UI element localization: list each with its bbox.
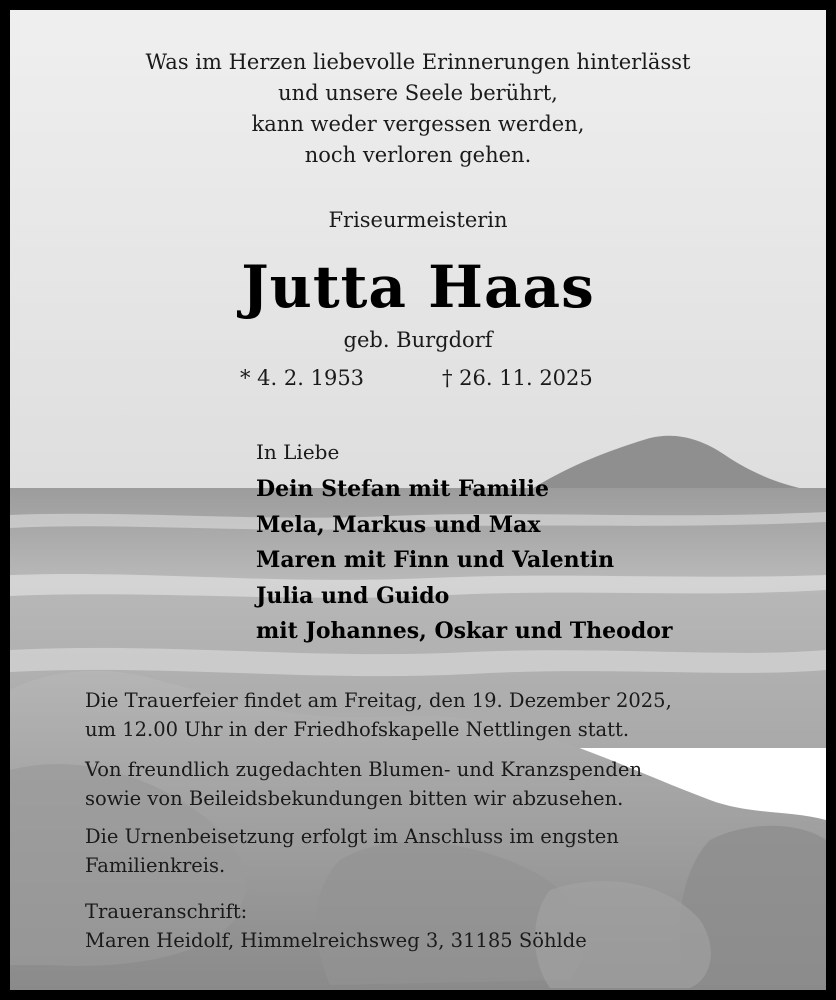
death-date: † 26. 11. 2025 [442,366,593,390]
funeral-notice [85,687,672,744]
birth-name: geb. Burgdorf [343,328,493,352]
memorial-verse [10,47,826,171]
funeral-line: um 12.00 Uhr in der Friedhofskapelle Nettlingen statt. [85,717,630,741]
family-member: Dein Stefan mit Familie [256,476,549,502]
flowers-line: Von freundlich zugedachten Blumen- und Kranzspenden [85,758,643,781]
verse-line: kann weder vergessen werden, [251,112,585,136]
flowers-notice [85,756,642,813]
in-love-label: In Liebe [256,440,340,464]
verse-line: Was im Herzen liebevolle Erinnerungen hinterlässt [145,50,691,74]
deceased-name: Jutta Haas [241,253,595,321]
address-text: Maren Heidolf, Himmelreichsweg 3, 31185 Söhlde [85,928,587,952]
family-list [256,472,673,650]
family-member: Mela, Markus und Max [256,511,541,538]
urn-line: Familienkreis. [85,853,226,877]
verse-line: noch verloren gehen. [304,143,532,167]
family-member: mit Johannes, Oskar und Theodor [256,618,673,644]
birth-date: * 4. 2. 1953 [240,366,365,390]
family-member: Julia und Guido [256,582,450,609]
address-label: Traueranschrift: [85,900,248,923]
profession: Friseurmeisterin [328,208,508,232]
verse-line: und unsere Seele berührt, [278,81,558,105]
mourning-address [85,898,587,955]
urn-notice [85,823,619,880]
flowers-line: sowie von Beileidsbekundungen bitten wir abzusehen. [85,786,624,810]
urn-line: Die Urnenbeisetzung erfolgt im Anschluss im engsten [85,825,619,848]
family-member: Maren mit Finn und Valentin [256,547,615,573]
funeral-line: Die Trauerfeier findet am Freitag, den 19. Dezember 2025, [85,689,672,712]
